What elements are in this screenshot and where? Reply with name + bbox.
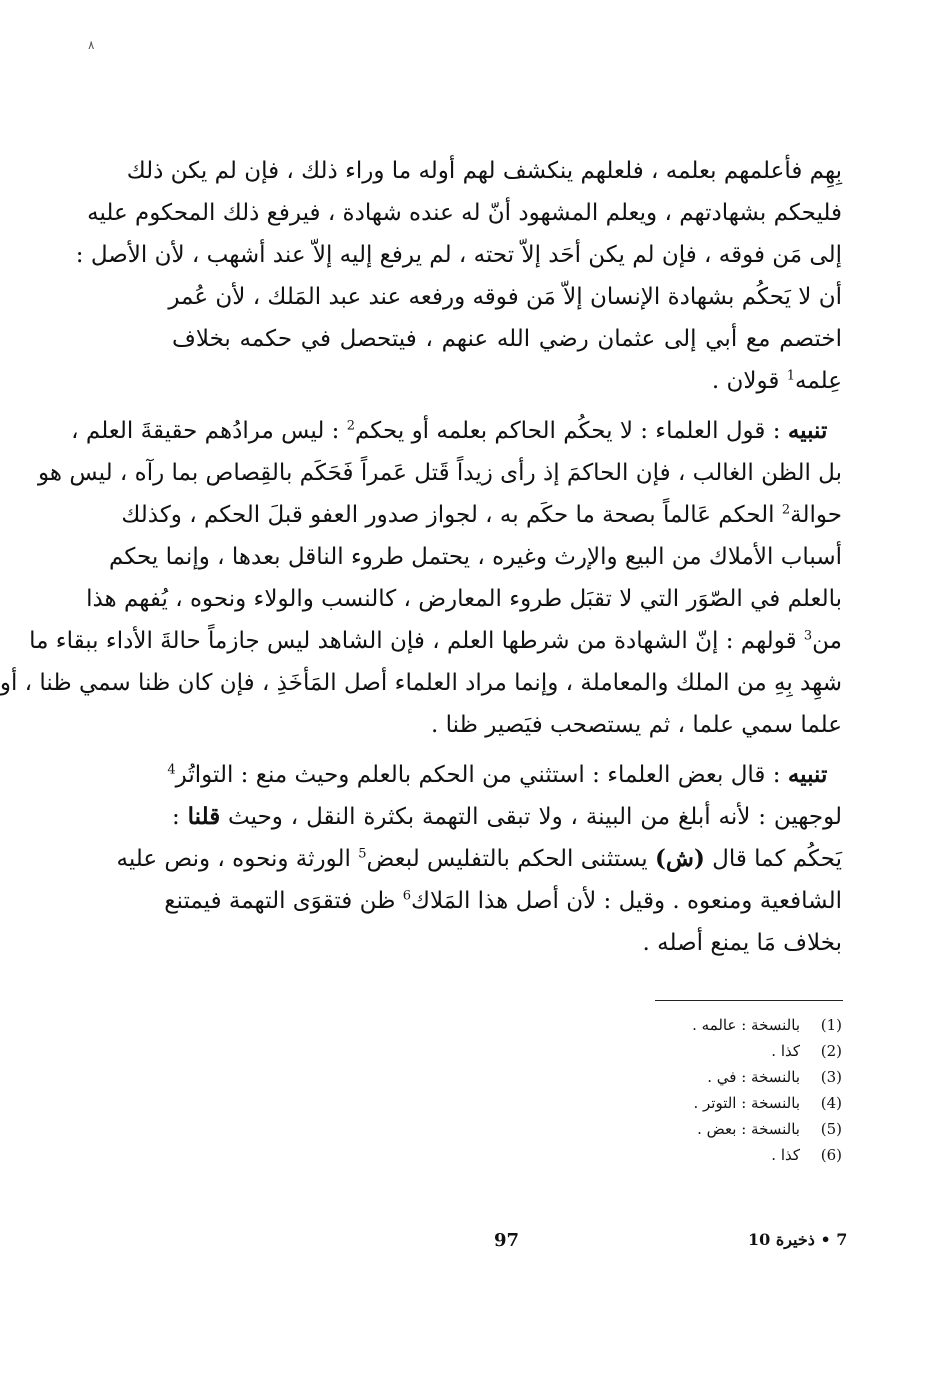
footnote-number: (6) xyxy=(820,1146,842,1164)
text-line xyxy=(29,620,842,662)
text-fragment: : xyxy=(172,804,188,830)
footnote-ref: 1 xyxy=(786,368,796,384)
text-line xyxy=(71,410,842,452)
text-line: شهِد بِهِ من الملك والمعاملة ، وإنما مراد العلماء أصل المَأخَذِ ، فإن كان ظنا سمي ظنا ، أو xyxy=(0,670,842,696)
footnote-ref: 2 xyxy=(781,502,791,518)
text-line: علما سمي علما ، ثم يستصحب فيَصير ظنا . xyxy=(431,712,842,738)
text-fragment: يستثنى الحكم بالتفليس لبعض xyxy=(366,846,655,872)
body-text xyxy=(0,150,842,972)
text-fragment: يَحكُم كما قال xyxy=(704,846,842,872)
text-fragment: ظن فتقوَى التهمة فيمتنع xyxy=(164,888,403,914)
footnote-text: كذا . xyxy=(771,1042,800,1060)
text-fragment: عِلمه xyxy=(795,368,842,394)
footnote-item xyxy=(560,1064,842,1090)
footnote-ref: 6 xyxy=(402,888,411,904)
bold-keyword: قلنا xyxy=(187,803,221,830)
page-number: 97 xyxy=(494,1230,520,1251)
text-line xyxy=(172,796,842,838)
footnote-text: بالنسخة : التوتر . xyxy=(693,1094,800,1112)
text-fragment: قولان . xyxy=(711,368,787,394)
text-line xyxy=(172,360,842,402)
text-line xyxy=(167,754,842,796)
text-fragment: الشافعية ومنعوه . وقيل : لأن أصل هذا المَلاك xyxy=(410,888,842,914)
footnote-text: بالنسخة : عالمه . xyxy=(692,1016,800,1034)
corner-mark: ٨ xyxy=(88,38,95,52)
text-line xyxy=(121,494,842,536)
paragraph-tanbih-1 xyxy=(0,410,842,746)
footnote-item xyxy=(560,1090,842,1116)
footnote-text: كذا . xyxy=(771,1146,800,1164)
text-line: بخلاف مَا يمنع أصله . xyxy=(642,930,842,956)
text-line: فليحكم بشهادتهم ، ويعلم المشهود أنّ له عنده شهادة ، فيرفع ذلك المحكوم عليه xyxy=(87,200,842,226)
text-fragment: : ليس مرادُهم حقيقةَ العلم ، xyxy=(71,418,347,444)
footnote-ref: 4 xyxy=(167,762,176,778)
text-fragment: من xyxy=(812,628,842,654)
text-line xyxy=(164,880,842,922)
paragraph-1 xyxy=(75,150,842,402)
footnote-text: بالنسخة : بعض . xyxy=(697,1120,800,1138)
text-fragment: الحكم عَالماً بصحة ما حكَم به ، لجواز صدور العفو قبلَ الحكم ، وكذلك xyxy=(121,502,782,528)
text-line: إلى مَن فوقه ، فإن لم يكن أحَد إلاّ تحته ، لم يرفع إليه إلاّ عند أشهب ، لأن الأصل : xyxy=(75,242,842,268)
text-fragment: قولهم : إنّ الشهادة من شرطها العلم ، فإن الشاهد ليس جازماً حالةَ الأداء ببقاء ما xyxy=(29,628,804,654)
footnotes xyxy=(560,1012,842,1168)
footnote-item xyxy=(560,1142,842,1168)
footnote-separator xyxy=(655,1000,843,1001)
text-fragment: لوجهين : لأنه أبلغ من البينة ، ولا تبقى التهمة بكثرة النقل ، وحيث xyxy=(220,804,842,830)
bold-keyword: (ش) xyxy=(654,845,705,872)
tanbih-keyword: تنبيه xyxy=(787,417,828,444)
footnote-number: (1) xyxy=(820,1016,842,1034)
footnote-item xyxy=(560,1116,842,1142)
footnote-item xyxy=(560,1038,842,1064)
text-fragment: الورثة ونحوه ، ونص عليه xyxy=(116,846,359,872)
text-fragment: حوالة xyxy=(790,502,842,528)
text-line: اختصم مع أبي إلى عثمان رضي الله عنهم ، فيتحصل في حكمه بخلاف xyxy=(172,326,842,352)
text-fragment: : قول العلماء : لا يحكُم الحاكم بعلمه أو يحكم xyxy=(355,418,788,444)
footnote-ref: 5 xyxy=(358,846,367,862)
text-line: بِهِم فأعلمهم بعلمه ، فلعلهم ينكشف لهم أوله ما وراء ذلك ، فإن لم يكن ذلك xyxy=(126,158,842,184)
printer-signature: 7 • ذخيرة 10 xyxy=(748,1230,848,1249)
footnote-text: بالنسخة : في . xyxy=(707,1068,800,1086)
footnote-number: (2) xyxy=(820,1042,842,1060)
footnote-number: (3) xyxy=(820,1068,842,1086)
text-line: بالعلم في الصّوَر التي لا تقبَل طروء المعارض ، كالنسب والولاء ونحوه ، يُفهم هذا xyxy=(86,586,842,612)
footnote-ref: 2 xyxy=(346,418,355,434)
text-fragment: : قال بعض العلماء : استثني من الحكم بالعلم وحيث منع : التواتُر xyxy=(175,762,788,788)
text-line: أن لا يَحكُم بشهادة الإنسان إلاّ مَن فوقه ورفعه عند عبد المَلك ، لأن عُمر xyxy=(168,284,842,310)
footnote-item xyxy=(560,1012,842,1038)
text-line: أسباب الأملاك من البيع والإرث وغيره ، يحتمل طروء الناقل بعدها ، وإنما يحكم xyxy=(109,544,842,570)
text-line xyxy=(116,838,842,880)
paragraph-tanbih-2 xyxy=(116,754,842,964)
footnote-number: (4) xyxy=(820,1094,842,1112)
footnote-number: (5) xyxy=(820,1120,842,1138)
tanbih-keyword: تنبيه xyxy=(787,761,828,788)
text-line: بل الظن الغالب ، فإن الحاكمَ إذ رأى زيداً قَتل عَمراً فَحَكَم بالقِصاص بما رآه ، ليس هو xyxy=(38,460,842,486)
footnote-ref: 3 xyxy=(803,628,813,644)
